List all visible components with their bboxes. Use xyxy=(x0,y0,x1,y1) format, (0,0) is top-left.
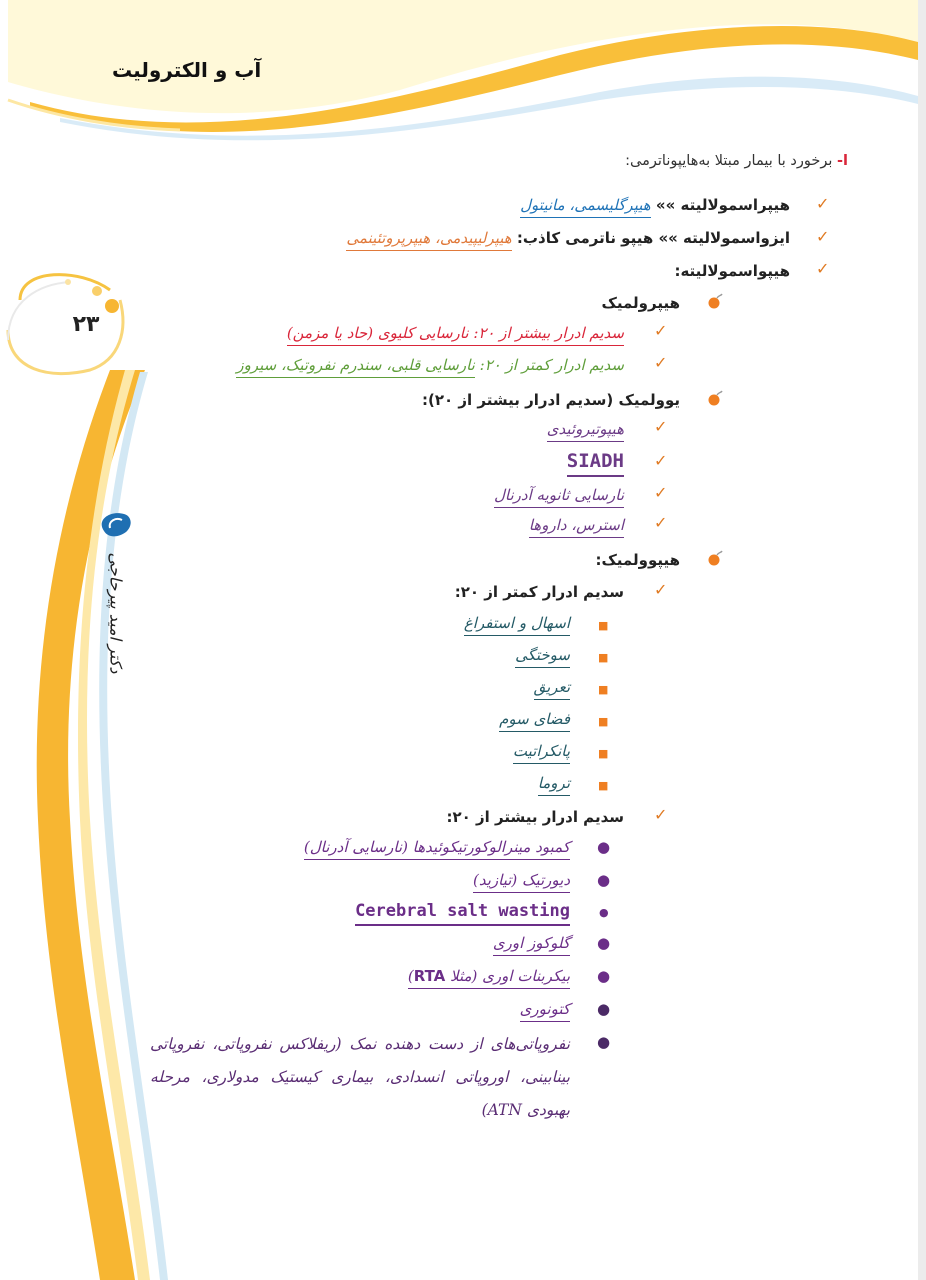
euvolemic-item: استرس، داروها xyxy=(529,516,624,538)
hypovolemic-low-item: فضای سوم xyxy=(499,710,570,732)
dot-bullet-icon: ● xyxy=(599,906,609,919)
euvolemic-item-siadh: SIADH xyxy=(567,450,624,477)
hypovolemic-low-label: سدیم ادرار کمتر از ۲۰: xyxy=(454,583,624,601)
hypervolemic-item-1 xyxy=(287,324,624,346)
hypervolemic-label: هیپرولمیک xyxy=(601,294,680,312)
square-bullet-icon: ■ xyxy=(598,683,609,696)
rta-abbreviation: RTA xyxy=(413,967,446,985)
hypervolemic-item-2 xyxy=(236,356,624,378)
euvolemic-note: (سدیم ادرار بیشتر از ۲۰): xyxy=(422,391,619,409)
hypovolemic-low-item: سوختگی xyxy=(515,646,570,668)
bomb-icon xyxy=(706,389,724,411)
check-icon: ✓ xyxy=(654,417,668,436)
hypovolemic-low-item: اسهال و استفراغ xyxy=(464,614,570,636)
bomb-icon xyxy=(706,549,724,571)
hyperosmolality-line xyxy=(520,196,790,218)
check-icon: ✓ xyxy=(654,805,668,824)
hypovolemic-label: هیپوولمیک: xyxy=(595,551,680,569)
dot-bullet-icon: ● xyxy=(597,1033,611,1051)
section-heading-text: برخورد با بیمار مبتلا به‌هایپوناترمی: xyxy=(625,153,837,169)
author-name: دکتر امید پیرحاجی xyxy=(106,552,126,674)
check-icon: ✓ xyxy=(654,513,668,532)
euvolemic-line xyxy=(422,391,680,409)
hypovolemic-low-item: تعریق xyxy=(534,678,570,700)
hypervolemic-item-2-text: نارسایی قلبی، سندرم نفروتیک، سیروز xyxy=(236,356,475,378)
square-bullet-icon: ■ xyxy=(598,747,609,760)
check-icon: ✓ xyxy=(654,353,668,372)
dot-bullet-icon: ● xyxy=(597,838,611,856)
square-bullet-icon: ■ xyxy=(598,779,609,792)
check-icon: ✓ xyxy=(816,259,830,278)
hypovolemic-high-item: کتونوری xyxy=(520,1000,570,1022)
square-bullet-icon: ■ xyxy=(598,651,609,664)
hypervolemic-item-1-lead: سدیم ادرار بیشتر از ۲۰: xyxy=(468,324,624,342)
hypovolemic-high-label: سدیم ادرار بیشتر از ۲۰: xyxy=(446,808,624,826)
hypovolemic-low-item: پانکراتیت xyxy=(513,742,570,764)
isoosmolality-causes: هیپرلیپیدمی، هیپرپروتئینمی xyxy=(346,229,511,251)
hypovolemic-high-item: گلوکوز اوری xyxy=(493,934,570,956)
hypervolemic-item-1-text: نارسایی کلیوی (حاد یا مزمن) xyxy=(286,324,469,342)
hypervolemic-item-2-lead: سدیم ادرار کمتر از ۲۰: xyxy=(474,356,624,374)
hypovolemic-high-nephropathy: نفروپاتی‌های از دست دهنده نمک (ریفلاکس نفروپاتی، نفروپاتی بینابینی، اوروپاتی انسدادی، بیماری کیستیک مدولاری، مرحله بهبودی ATN) xyxy=(150,1035,570,1119)
check-icon: ✓ xyxy=(654,580,668,599)
hypovolemic-low-item: تروما xyxy=(538,774,570,796)
square-bullet-icon: ■ xyxy=(598,619,609,632)
euvolemic-item: نارسایی ثانویه آدرنال xyxy=(494,486,624,508)
header-title: آب و الکترولیت xyxy=(112,58,262,82)
bomb-icon xyxy=(706,292,724,314)
check-icon: ✓ xyxy=(654,321,668,340)
check-icon: ✓ xyxy=(816,194,830,213)
dot-bullet-icon: ● xyxy=(597,967,611,985)
check-icon: ✓ xyxy=(654,483,668,502)
hypovolemic-high-item-bicarb: بیکربنات اوری (مثلا RTA) xyxy=(408,967,570,989)
hypovolemic-high-item: کمبود مینرالوکورتیکوئیدها (نارسایی آدرنال) xyxy=(304,838,570,860)
page-number: ۲۳ xyxy=(72,312,100,337)
dot-bullet-icon: ● xyxy=(597,871,611,889)
dot-bullet-icon: ● xyxy=(597,1000,611,1018)
hyperosmolality-causes: هیپرگلیسمی، مانیتول xyxy=(520,196,651,218)
section-heading xyxy=(625,153,848,169)
dot-bullet-icon: ● xyxy=(597,934,611,952)
euvolemic-label: یوولمیک xyxy=(618,391,680,409)
hypoosmolality-label: هیپواسمولالیته: xyxy=(674,262,790,280)
hyperosmolality-label: هیپراسمولالیته »» xyxy=(650,196,790,214)
isoosmolality-line xyxy=(346,229,790,251)
hypovolemic-high-item: دیورتیک (تیازید) xyxy=(473,871,570,893)
square-bullet-icon: ■ xyxy=(598,715,609,728)
check-icon: ✓ xyxy=(654,451,668,470)
check-icon: ✓ xyxy=(816,227,830,246)
isoosmolality-label: ایزواسمولالیته »» هیپو ناترمی کاذب: xyxy=(511,229,790,247)
euvolemic-item: هیپوتیروئیدی xyxy=(547,420,624,442)
hypovolemic-high-item-cerebral: Cerebral salt wasting xyxy=(355,901,570,926)
section-number: ا- xyxy=(837,153,848,169)
